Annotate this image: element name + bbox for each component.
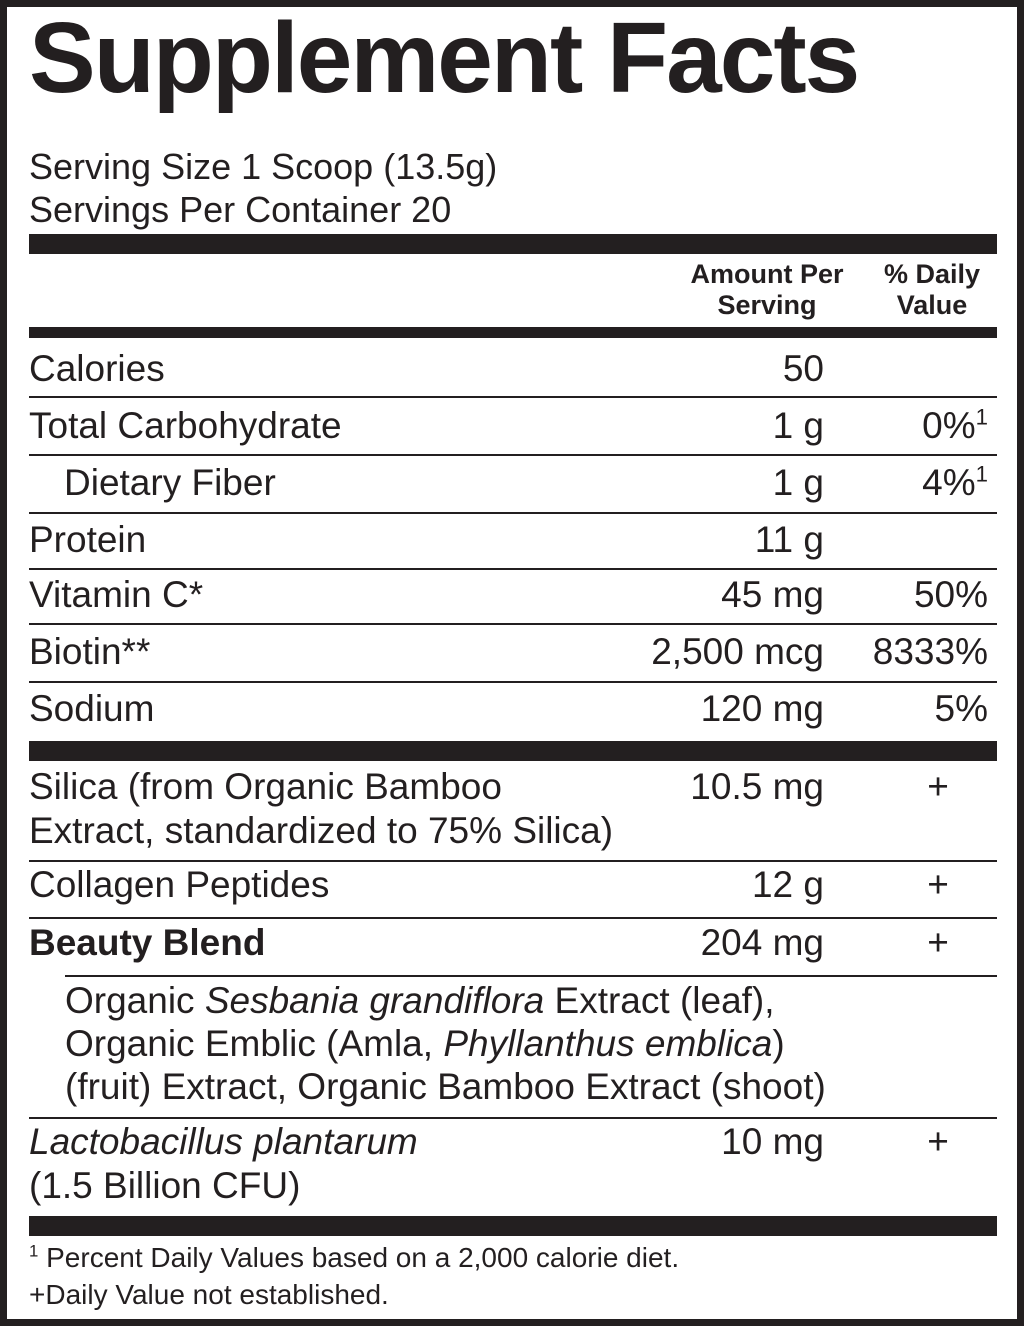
ingredient-label-lactobacillus-line2: (1.5 Billion CFU) (29, 1165, 301, 1206)
row-divider (29, 568, 997, 570)
nutrient-dv-total-carbohydrate: 0%$^1$ (922, 404, 988, 446)
ingredient-amount-beauty-blend: 204 mg (700, 922, 824, 963)
beauty-blend-ingredients-line2: Organic Emblic (Amla, Phyllanthus emblica) (65, 1023, 785, 1064)
medium-divider (29, 327, 997, 338)
serving-size: Serving Size 1 Scoop (13.5g) (29, 146, 498, 187)
nutrient-label-sodium: Sodium (29, 688, 155, 729)
nutrient-label-protein: Protein (29, 519, 147, 560)
ingredient-dv-beauty-blend: + (927, 922, 949, 963)
beauty-blend-ingredients-line1: Organic Sesbania grandiflora Extract (leaf), (65, 980, 775, 1021)
footnote-daily-values: $^1$ Percent Daily Values based on a 2,000 calorie diet. (29, 1241, 680, 1273)
ingredient-label-collagen: Collagen Peptides (29, 864, 330, 905)
row-divider (29, 454, 997, 456)
nutrient-amount-vitamin-c: 45 mg (721, 574, 824, 615)
row-divider (29, 860, 997, 862)
ingredient-amount-collagen: 12 g (751, 864, 824, 905)
thick-divider (29, 1216, 997, 1236)
ingredient-dv-silica: + (927, 766, 949, 807)
nutrient-dv-vitamin-c: 50% (913, 574, 988, 615)
ingredient-dv-lactobacillus: + (927, 1121, 949, 1162)
beauty-blend-ingredients-line3: (fruit) Extract, Organic Bamboo Extract (shoot) (65, 1066, 826, 1107)
nutrient-label-vitamin-c: Vitamin C* (29, 574, 204, 615)
nutrient-amount-dietary-fiber: 1 g (772, 462, 824, 503)
nutrient-amount-protein: 11 g (754, 519, 824, 560)
nutrient-label-total-carbohydrate: Total Carbohydrate (29, 405, 342, 446)
thick-divider (29, 234, 997, 254)
ingredient-amount-silica: 10.5 mg (690, 766, 824, 807)
thick-divider (29, 741, 997, 761)
ingredient-label-beauty-blend: Beauty Blend (29, 922, 266, 963)
ingredient-dv-collagen: + (927, 864, 949, 905)
nutrient-label-biotin: Biotin** (29, 631, 151, 672)
panel-title: Supplement Facts (29, 2, 859, 114)
amount-per-serving-header: Amount Per Serving (690, 259, 844, 321)
nutrient-amount-sodium: 120 mg (700, 688, 824, 729)
row-divider (29, 681, 997, 683)
row-divider (29, 396, 997, 398)
nutrient-amount-biotin: 2,500 mcg (651, 631, 824, 672)
daily-value-header: % Daily Value (883, 259, 981, 321)
nutrient-dv-biotin: 8333% (872, 631, 988, 672)
ingredient-label-lactobacillus-line1: Lactobacillus plantarum (29, 1121, 418, 1162)
nutrient-label-calories: Calories (29, 348, 165, 389)
nutrient-dv-sodium: 5% (934, 688, 988, 729)
ingredient-amount-lactobacillus: 10 mg (721, 1121, 824, 1162)
row-divider (29, 917, 997, 919)
ingredient-label-silica-line2: Extract, standardized to 75% Silica) (29, 810, 614, 851)
footnote-not-established: +Daily Value not established. (29, 1279, 389, 1310)
nutrient-dv-dietary-fiber: 4%$^1$ (922, 461, 988, 503)
row-divider (29, 1117, 997, 1119)
ingredient-label-silica-line1: Silica (from Organic Bamboo (29, 766, 502, 807)
servings-per-container: Servings Per Container 20 (29, 189, 452, 230)
row-divider-indented (65, 975, 997, 977)
nutrient-amount-calories: 50 (782, 348, 824, 389)
row-divider (29, 623, 997, 625)
row-divider (29, 512, 997, 514)
nutrient-amount-total-carbohydrate: 1 g (772, 405, 824, 446)
nutrient-label-dietary-fiber: Dietary Fiber (64, 462, 276, 503)
